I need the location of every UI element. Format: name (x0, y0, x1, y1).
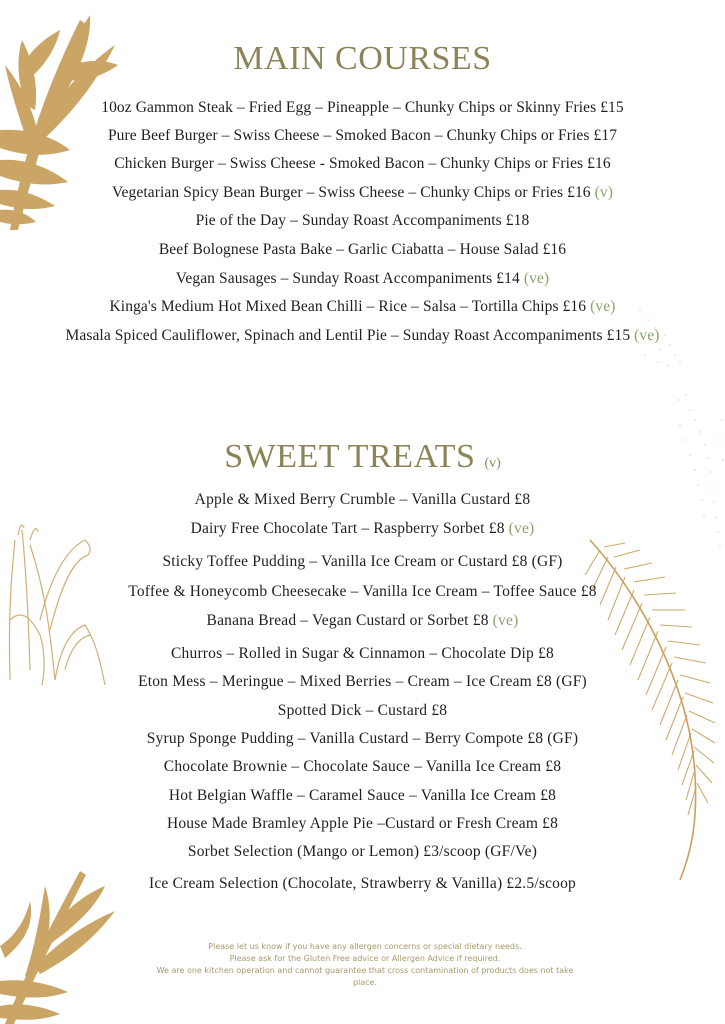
menu-item (0, 645, 725, 663)
menu-item-text: Chicken Burger – Swiss Cheese - Smoked Bacon – Chunky Chips or Fries £16 (114, 155, 611, 172)
menu-item (0, 212, 725, 230)
menu-item (0, 758, 725, 776)
menu-item (0, 815, 725, 833)
menu-item (0, 612, 725, 630)
menu-item (0, 702, 725, 720)
menu-item-text: Spotted Dick – Custard £8 (277, 702, 448, 719)
allergen-notice-line: Please ask for the Gluten Free advice or Allergen Advice if required. (229, 954, 501, 963)
menu-item-text: Hot Belgian Waffle – Caramel Sauce – Vanilla Ice Cream £8 (168, 787, 557, 804)
menu-item (0, 875, 725, 893)
diet-tag: (ve) (634, 327, 660, 344)
menu-item (0, 673, 725, 691)
menu-item-text: Ice Cream Selection (Chocolate, Strawberry & Vanilla) £2.5/scoop (148, 875, 577, 892)
menu-item (0, 155, 725, 173)
menu-item (0, 241, 725, 259)
corn-husk-icon (0, 520, 110, 690)
menu-item-text: Sticky Toffee Pudding – Vanilla Ice Cream or Custard £8 (GF) (162, 553, 563, 570)
menu-item-text: 10oz Gammon Steak – Fried Egg – Pineapple – Chunky Chips or Skinny Fries £15 (101, 99, 624, 116)
menu-item (0, 491, 725, 509)
diet-tag: (ve) (492, 612, 519, 629)
diet-tag: (v) (594, 184, 614, 201)
menu-item-text: Banana Bread – Vegan Custard or Sorbet £8 (206, 612, 489, 629)
main-courses-heading: MAIN COURSES (233, 40, 492, 77)
menu-item-text: Pure Beef Burger – Swiss Cheese – Smoked Bacon – Chunky Chips or Fries £17 (107, 127, 618, 144)
allergen-notice (150, 941, 580, 989)
menu-item-text: Beef Bolognese Pasta Bake – Garlic Ciabatta – House Salad £16 (158, 241, 567, 258)
menu-item-text: Kinga's Medium Hot Mixed Bean Chilli – Rice – Salsa – Tortilla Chips £16 (109, 298, 587, 315)
menu-item (0, 270, 725, 288)
menu-item-text: Vegetarian Spicy Bean Burger – Swiss Cheese – Chunky Chips or Fries £16 (111, 184, 591, 201)
menu-item-text: Vegan Sausages – Sunday Roast Accompaniments £14 (175, 270, 520, 287)
menu-item (0, 99, 725, 117)
menu-item (0, 787, 725, 805)
menu-item (0, 127, 725, 145)
menu-item-text: Syrup Sponge Pudding – Vanilla Custard – Berry Compote £8 (GF) (146, 730, 579, 747)
menu-item-text: Apple & Mixed Berry Crumble – Vanilla Custard £8 (194, 491, 531, 508)
sweet-treats-heading (0, 438, 725, 476)
menu-item (0, 730, 725, 748)
diet-tag: (ve) (508, 520, 535, 537)
menu-item-text: Toffee & Honeycomb Cheesecake – Vanilla Ice Cream – Toffee Sauce £8 (128, 583, 597, 600)
diet-tag: (ve) (590, 298, 616, 315)
menu-item-text: Masala Spiced Cauliflower, Spinach and Lentil Pie – Sunday Roast Accompaniments £15 (65, 327, 631, 344)
menu-item-text: House Made Bramley Apple Pie –Custard or Fresh Cream £8 (166, 815, 559, 832)
menu-item (0, 298, 725, 316)
menu-item (0, 520, 725, 538)
menu-item-text: Eton Mess – Meringue – Mixed Berries – Cream – Ice Cream £8 (GF) (138, 673, 587, 690)
menu-item (0, 327, 725, 345)
menu-item (0, 843, 725, 861)
menu-item (0, 583, 725, 601)
menu-item (0, 553, 725, 571)
menu-item-text: Chocolate Brownie – Chocolate Sauce – Vanilla Ice Cream £8 (163, 758, 562, 775)
menu-item-text: Sorbet Selection (Mango or Lemon) £3/scoop (GF/Ve) (187, 843, 538, 860)
allergen-notice-line: Please let us know if you have any allergen concerns or special dietary needs. (208, 942, 522, 951)
allergen-notice-line: We are one kitchen operation and cannot guarantee that cross contamination of products does not take place. (156, 966, 574, 987)
menu-item-text: Churros – Rolled in Sugar & Cinnamon – Chocolate Dip £8 (171, 645, 554, 662)
menu-item-text: Dairy Free Chocolate Tart – Raspberry Sorbet £8 (190, 520, 505, 537)
menu-item-text: Pie of the Day – Sunday Roast Accompaniments £18 (195, 212, 530, 229)
sweet-treats-title: SWEET TREATS (224, 438, 476, 475)
diet-tag: (ve) (523, 270, 550, 287)
menu-item (0, 184, 725, 202)
diet-tag: (v) (484, 456, 501, 471)
